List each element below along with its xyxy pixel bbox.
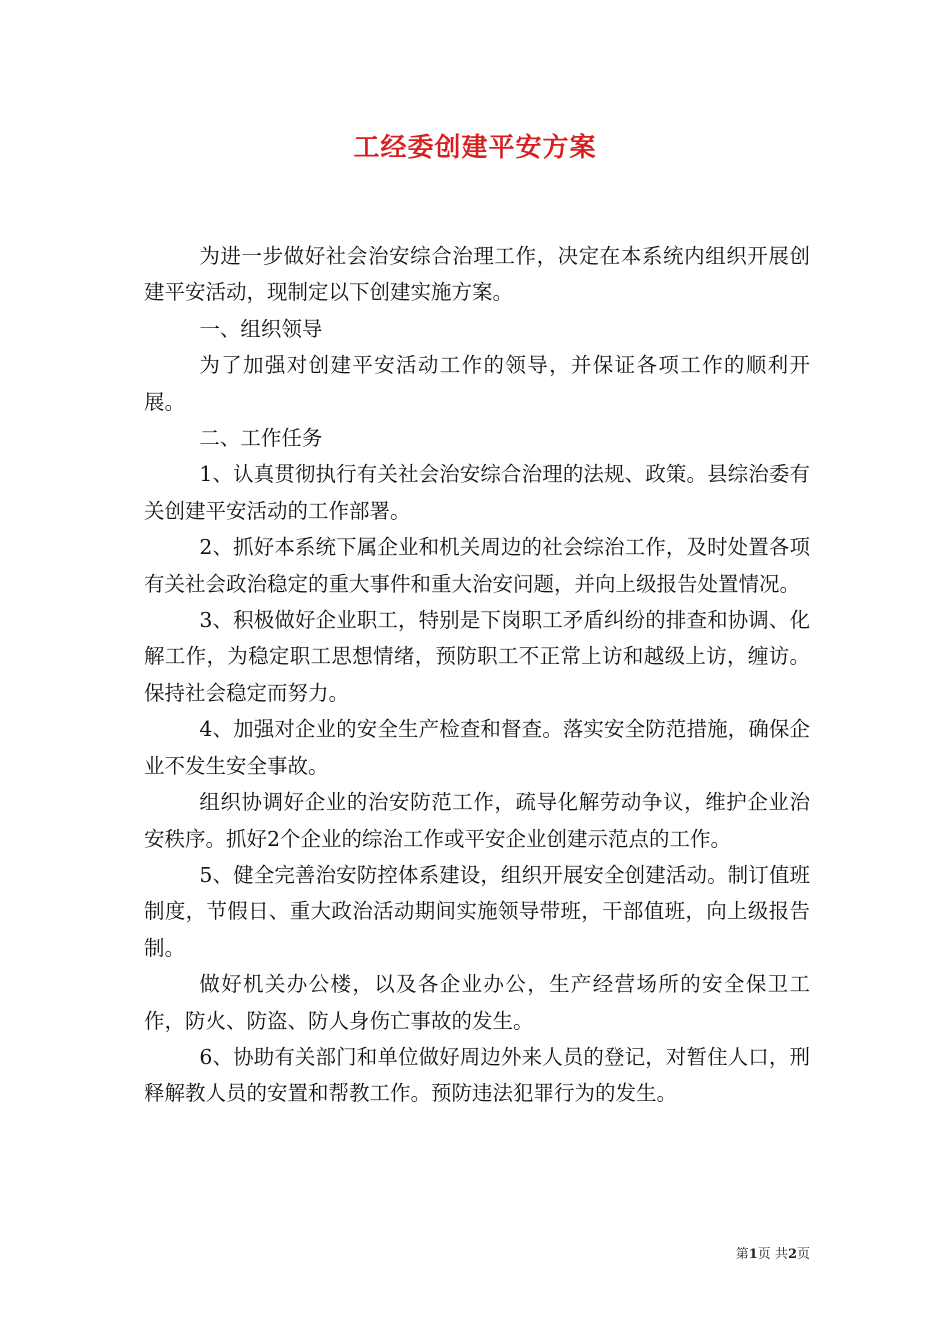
paragraph-task-3: 3、积极做好企业职工，特别是下岗职工矛盾纠纷的排查和协调、化解工作，为稳定职工思想情绪，预防职工不正常上访和越级上访，缠访。保持社会稳定而努力。 [144, 608, 810, 705]
section-heading-tasks: 二、工作任务 [199, 426, 323, 451]
paragraph-task-4: 4、加强对企业的安全生产检查和督查。落实安全防范措施，确保企业不发生安全事故。 [144, 717, 810, 778]
footer-suffix: 页 [796, 1247, 810, 1262]
document-title: 工经委创建平安方案 [353, 133, 597, 163]
footer-total-pages: 2 [787, 1247, 797, 1262]
section-heading-organization: 一、组织领导 [199, 316, 323, 341]
page-number-footer [700, 1245, 810, 1265]
paragraph-task-1: 1、认真贯彻执行有关社会治安综合治理的法规、政策。县综治委有关创建平安活动的工作部署。 [144, 462, 810, 523]
paragraph-task-4-detail: 组织协调好企业的治安防范工作，疏导化解劳动争议，维护企业治安秩序。抓好2个企业的综治工作或平安企业创建示范点的工作。 [144, 790, 810, 851]
paragraph-task-5-detail: 做好机关办公楼，以及各企业办公，生产经营场所的安全保卫工作，防火、防盗、防人身伤亡事故的发生。 [144, 972, 810, 1033]
footer-current-page: 1 [748, 1247, 758, 1262]
footer-middle: 页 共 [757, 1247, 788, 1262]
paragraph-task-5: 5、健全完善治安防控体系建设，组织开展安全创建活动。制订值班制度，节假日、重大政治活动期间实施领导带班，干部值班，向上级报告制。 [144, 862, 810, 960]
paragraph-intro: 为进一步做好社会治安综合治理工作，决定在本系统内组织开展创建平安活动，现制定以下创建实施方案。 [144, 244, 810, 305]
paragraph-task-2: 2、抓好本系统下属企业和机关周边的社会综治工作，及时处置各项有关社会政治稳定的重大事件和重大治安问题，并向上级报告处置情况。 [144, 535, 810, 596]
document-body [144, 238, 810, 1112]
paragraph-organization: 为了加强对创建平安活动工作的领导，并保证各项工作的顺利开展。 [144, 353, 810, 414]
footer-prefix: 第 [735, 1247, 749, 1262]
paragraph-task-6: 6、协助有关部门和单位做好周边外来人员的登记，对暂住人口，刑释解教人员的安置和帮教工作。预防违法犯罪行为的发生。 [144, 1044, 810, 1106]
